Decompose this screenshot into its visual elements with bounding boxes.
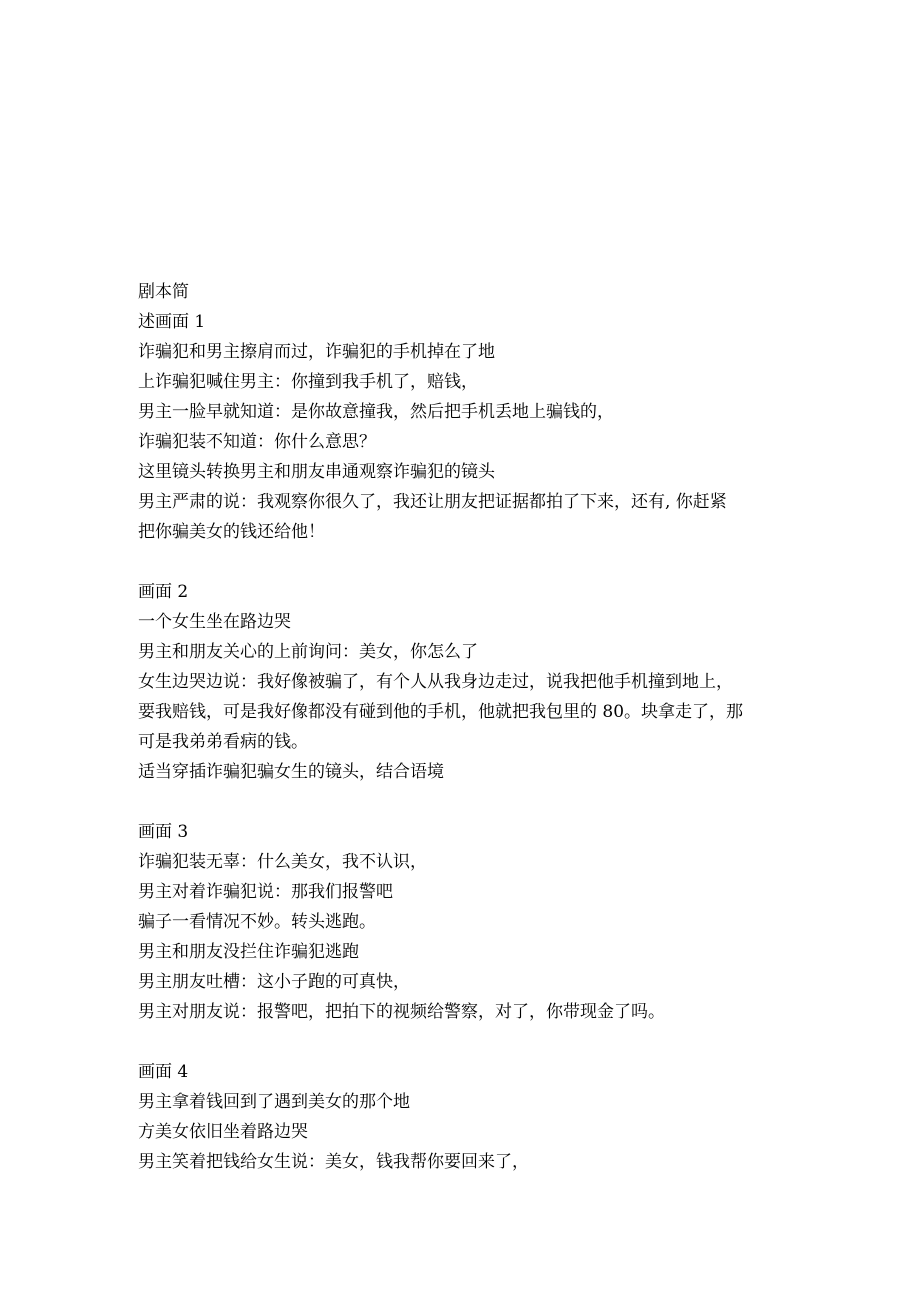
paragraph-gap	[138, 1027, 798, 1057]
script-line: 男主笑着把钱给女生说：美女，钱我帮你要回来了，	[138, 1152, 529, 1172]
script-line: 诈骗犯装不知道：你什么意思？	[138, 432, 376, 452]
scene-1-block	[138, 277, 798, 547]
script-line: 骗子一看情况不妙。转头逃跑。	[138, 912, 376, 932]
script-line: 诈骗犯装无辜：什么美女，我不认识，	[138, 852, 427, 872]
script-line: 一个女生坐在路边哭	[138, 612, 291, 632]
scene-3-block	[138, 817, 798, 1027]
scene-2-block	[138, 577, 798, 787]
script-line: 把你骗美女的钱还给他！	[138, 522, 325, 542]
script-line: 男主一脸早就知道：是你故意撞我，然后把手机丢地上骗钱的，	[138, 402, 614, 422]
script-line: 适当穿插诈骗犯骗女生的镜头，结合语境	[138, 762, 444, 782]
paragraph-gap	[138, 547, 798, 577]
script-line: 男主拿着钱回到了遇到美女的那个地	[138, 1092, 410, 1112]
script-line: 女生边哭边说：我好像被骗了，有个人从我身边走过，说我把他手机撞到地上，	[138, 672, 733, 692]
script-line: 男主对着诈骗犯说：那我们报警吧	[138, 882, 393, 902]
script-title-line: 剧本简	[138, 282, 189, 302]
script-line: 这里镜头转换男主和朋友串通观察诈骗犯的镜头	[138, 462, 495, 482]
paragraph-gap	[138, 787, 798, 817]
script-line: 上诈骗犯喊住男主：你撞到我手机了，赔钱，	[138, 372, 478, 392]
script-line: 男主和朋友关心的上前询问：美女，你怎么了	[138, 642, 478, 662]
script-text	[138, 277, 798, 1177]
script-line: 要我赔钱，可是我好像都没有碰到他的手机，他就把我包里的 80。块拿走了，那	[138, 702, 744, 722]
scene-4-block	[138, 1057, 798, 1177]
scene-heading: 述画面 1	[138, 312, 206, 332]
script-line: 诈骗犯和男主擦肩而过，诈骗犯的手机掉在了地	[138, 342, 495, 362]
script-line: 男主对朋友说：报警吧，把拍下的视频给警察，对了，你带现金了吗。	[138, 1002, 665, 1022]
scene-heading: 画面 4	[138, 1062, 189, 1082]
scene-heading: 画面 3	[138, 822, 189, 842]
script-line: 男主朋友吐槽：这小子跑的可真快，	[138, 972, 410, 992]
script-line: 男主严肃的说：我观察你很久了，我还让朋友把证据都拍了下来，还有, 你赶紧	[138, 492, 727, 512]
script-line: 可是我弟弟看病的钱。	[138, 732, 308, 752]
script-line: 男主和朋友没拦住诈骗犯逃跑	[138, 942, 359, 962]
script-line: 方美女依旧坐着路边哭	[138, 1122, 308, 1142]
scene-heading: 画面 2	[138, 582, 189, 602]
